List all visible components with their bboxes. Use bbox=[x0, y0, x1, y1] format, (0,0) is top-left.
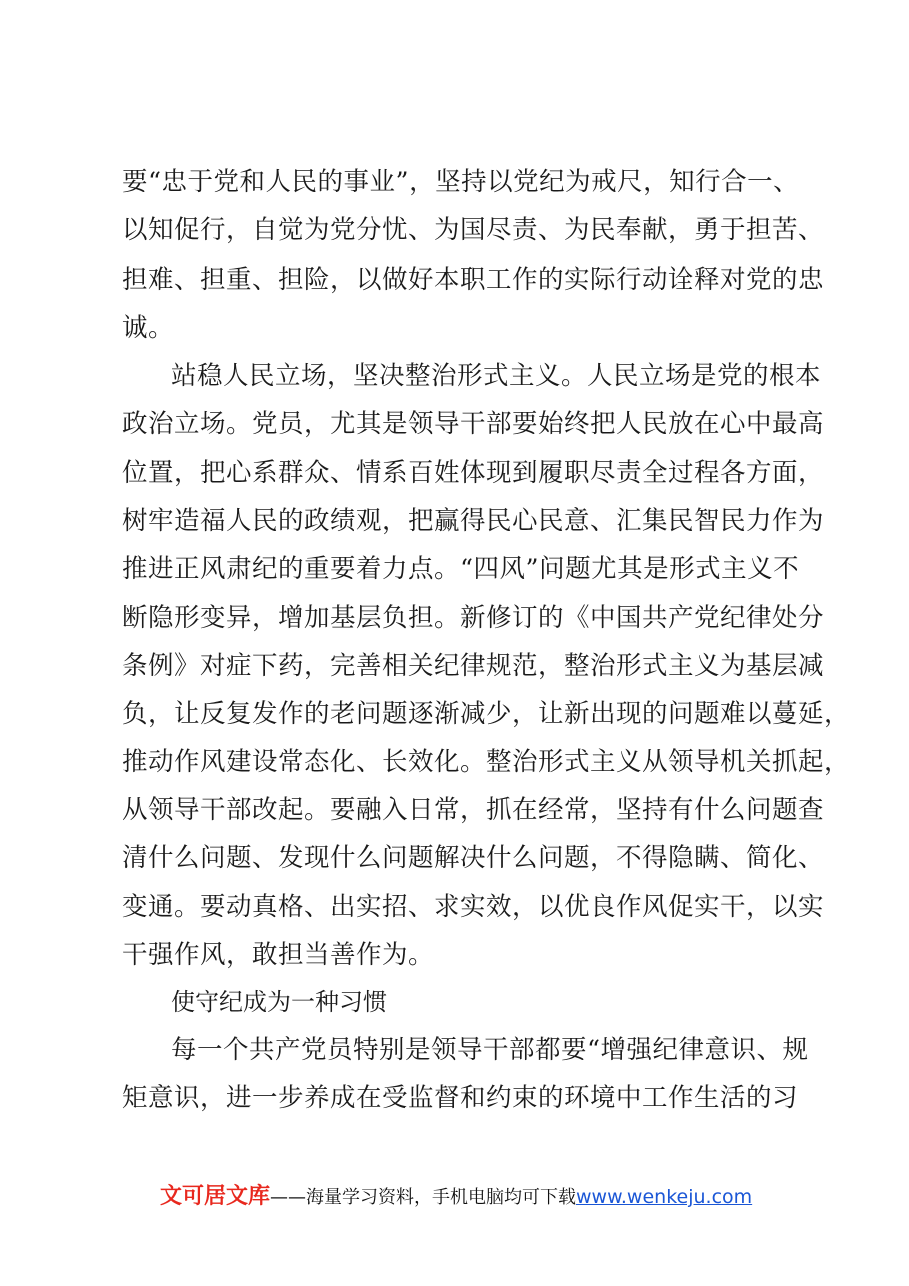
body-line: 位置，把心系群众、情系百姓体现到履职尽责全过程各方面， bbox=[122, 458, 825, 488]
section-heading: 使守纪成为一种习惯 bbox=[171, 988, 387, 1016]
body-line: 干强作风，敢担当善作为。 bbox=[122, 940, 435, 970]
body-line: 推进正风肃纪的重要着力点。“四风”问题尤其是形式主义不 bbox=[122, 554, 800, 584]
body-line: 以知促行，自觉为党分忧、为国尽责、为民奉献，勇于担苦、 bbox=[122, 215, 825, 245]
footer-url-link[interactable]: www.wenkeju.com bbox=[576, 1186, 753, 1208]
body-line: 担难、担重、担险，以做好本职工作的实际行动诠释对党的忠 bbox=[122, 265, 825, 295]
body-line: 要“忠于党和人民的事业”，坚持以党纪为戒尺，知行合一、 bbox=[122, 167, 800, 197]
body-line: 清什么问题、发现什么问题解决什么问题，不得隐瞒、简化、 bbox=[122, 843, 825, 873]
body-line: 树牢造福人民的政绩观，把赢得民心民意、汇集民智民力作为 bbox=[122, 506, 825, 536]
body-line: 断隐形变异，增加基层负担。新修订的《中国共产党纪律处分 bbox=[122, 603, 825, 633]
body-line: 负，让反复发作的老问题逐渐减少，让新出现的问题难以蔓延， bbox=[122, 699, 851, 729]
body-line: 矩意识，进一步养成在受监督和约束的环境中工作生活的习 bbox=[122, 1083, 799, 1113]
body-line: 变通。要动真格、出实招、求实效，以优良作风促实干，以实 bbox=[122, 892, 825, 922]
paragraph-first-line: 每一个共产党员特别是领导干部都要“增强纪律意识、规 bbox=[171, 1035, 809, 1065]
footer-banner bbox=[160, 1182, 752, 1212]
footer-brand: 文可居文库 bbox=[160, 1184, 271, 1209]
body-line: 推动作风建设常态化、长效化。整治形式主义从领导机关抓起， bbox=[122, 747, 851, 777]
footer-slogan: ——海量学习资料，手机电脑均可下载 bbox=[270, 1187, 577, 1208]
body-line: 从领导干部改起。要融入日常，抓在经常，坚持有什么问题查 bbox=[122, 795, 825, 825]
body-line: 政治立场。党员，尤其是领导干部要始终把人民放在心中最高 bbox=[122, 409, 825, 439]
paragraph-first-line: 站稳人民立场，坚决整治形式主义。人民立场是党的根本 bbox=[171, 361, 822, 391]
body-line: 条例》对症下药，完善相关纪律规范，整治形式主义为基层减 bbox=[122, 651, 825, 681]
body-line: 诚。 bbox=[122, 313, 175, 343]
